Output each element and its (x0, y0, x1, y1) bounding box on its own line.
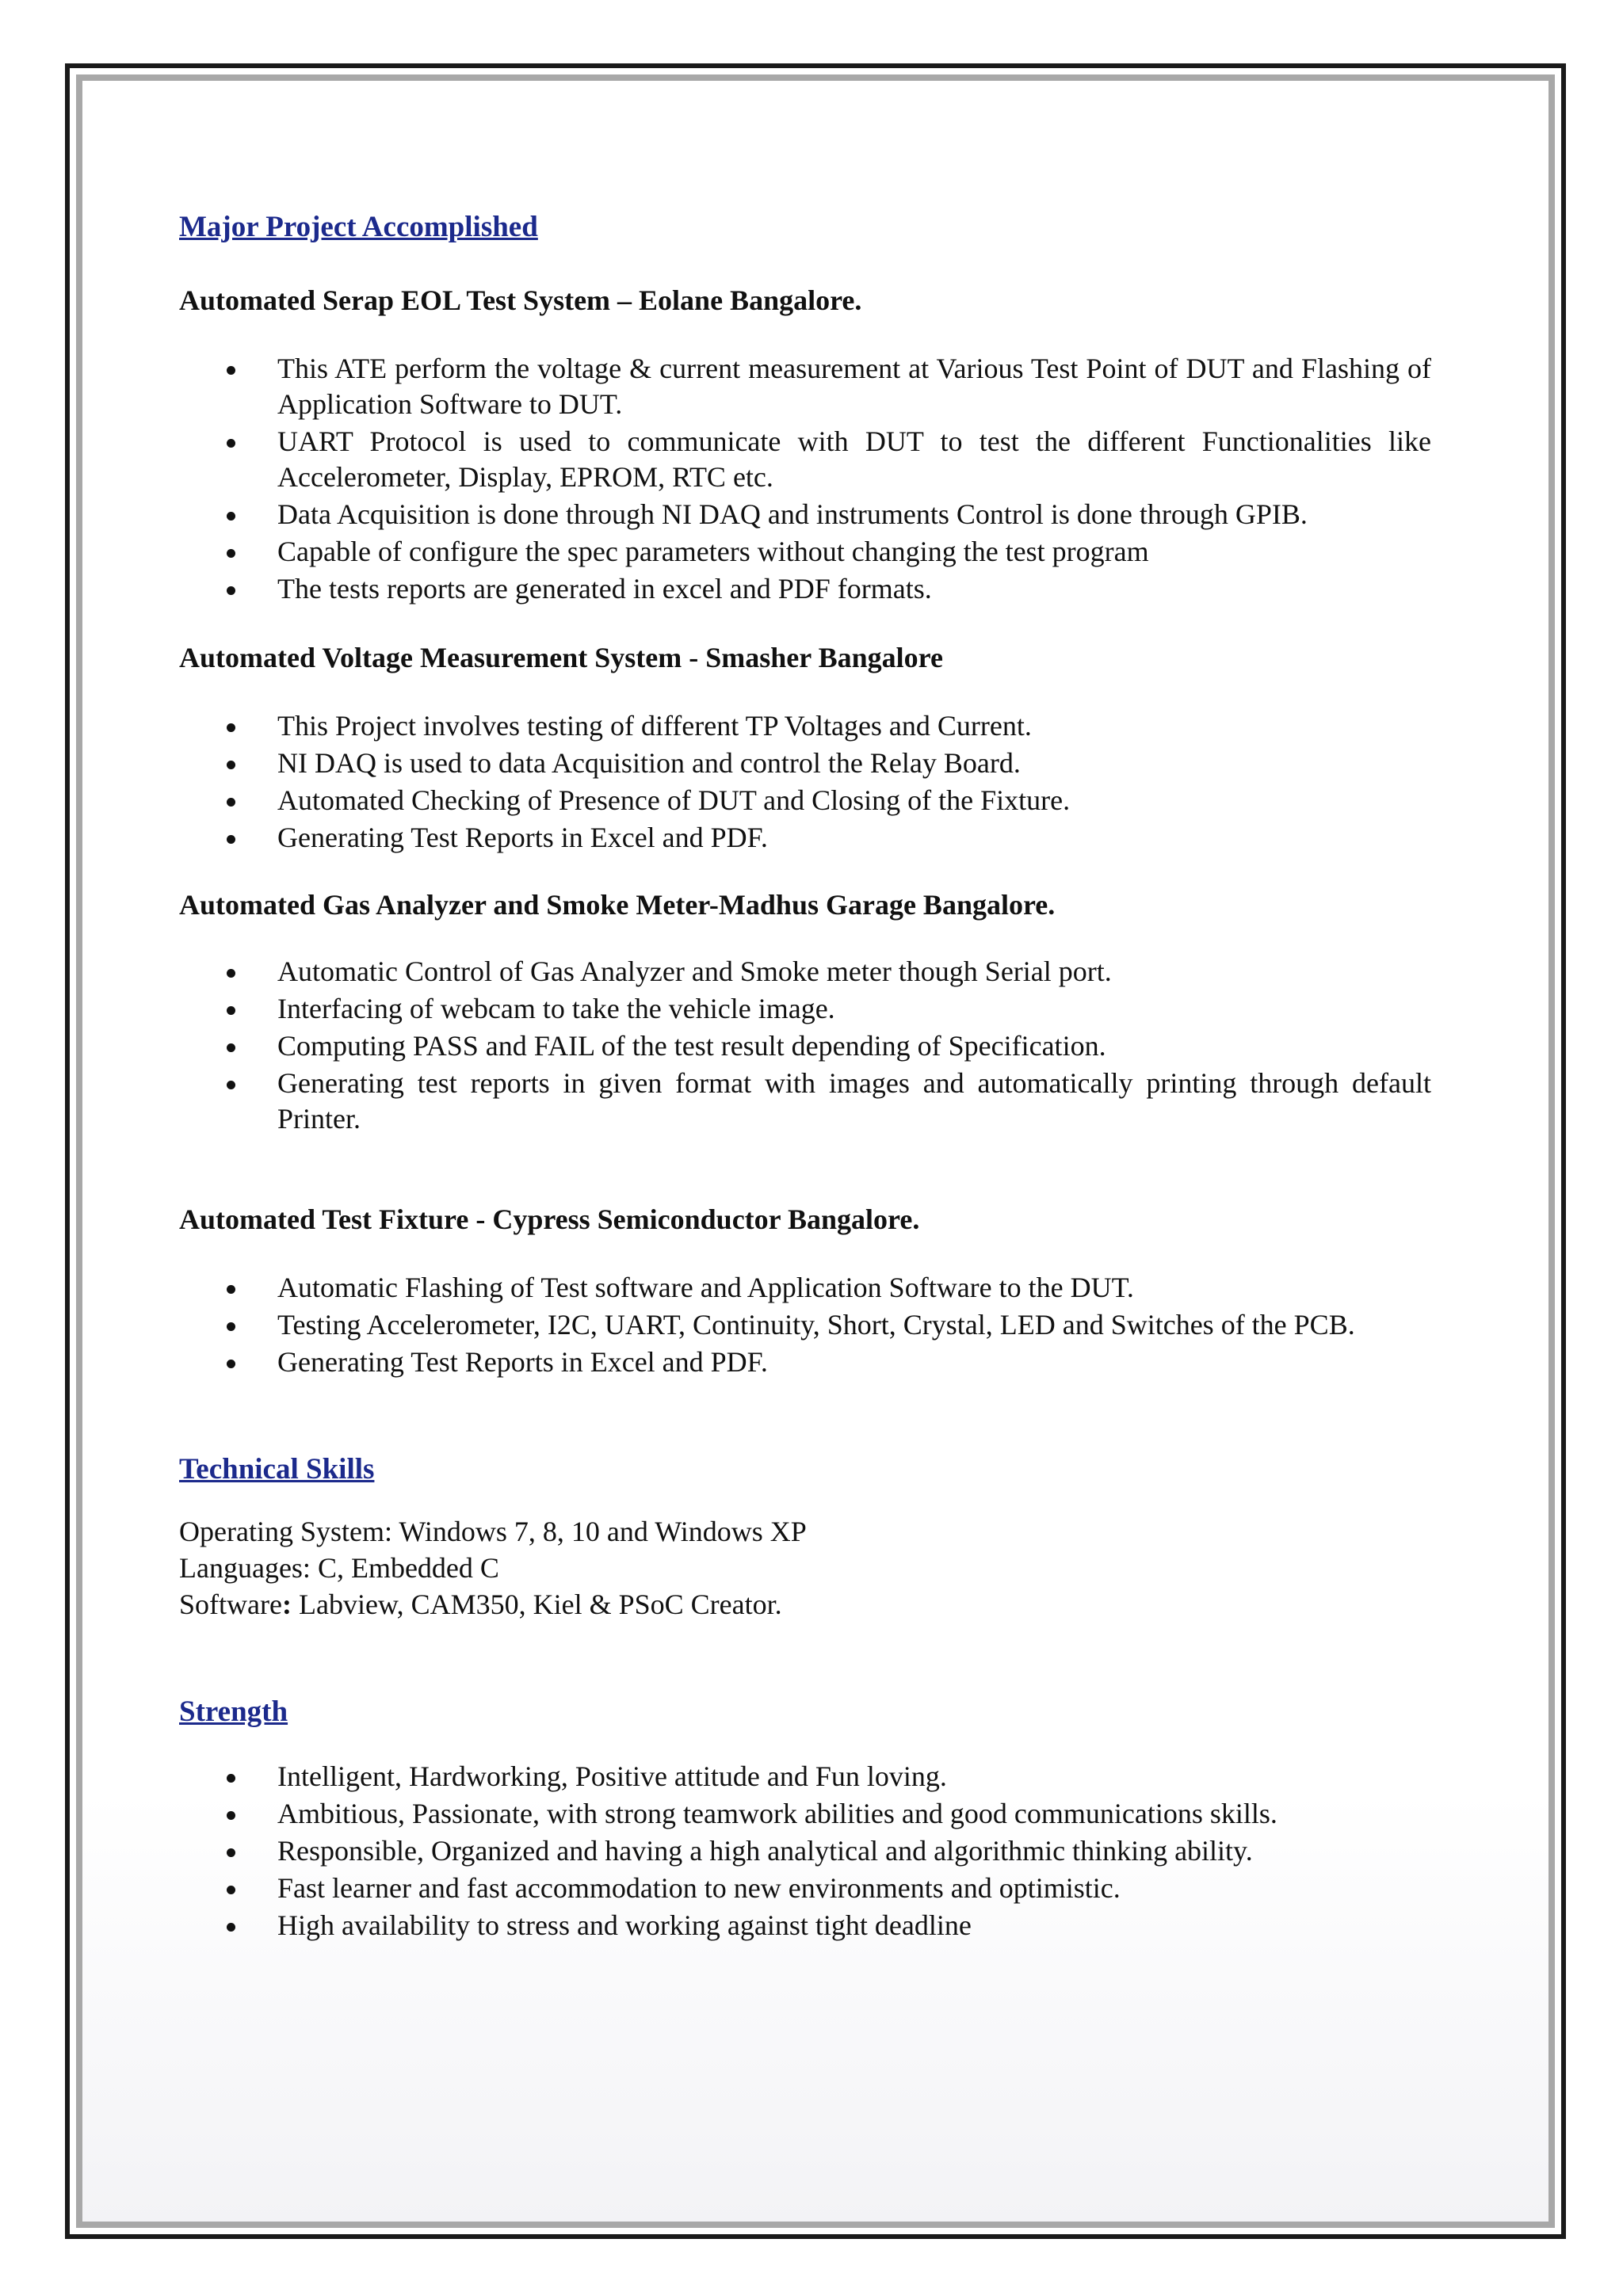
bullet-icon (227, 761, 235, 769)
list-item: Automated Checking of Presence of DUT and Closing of the Fixture. (179, 783, 1431, 818)
section-heading-strength: Strength (179, 1695, 288, 1728)
project-title-2: Automated Voltage Measurement System - Smasher Bangalore (179, 642, 943, 673)
project-3-bullets (179, 954, 1431, 1137)
list-item: UART Protocol is used to communicate with DUT to test the different Functionalities like Accelerometer, Display, EPROM, RTC etc. (179, 424, 1431, 495)
bullet-icon (227, 1081, 235, 1089)
bullet-icon (227, 512, 235, 521)
section-heading-skills: Technical Skills (179, 1453, 375, 1486)
bullet-icon (227, 439, 235, 448)
project-title-3: Automated Gas Analyzer and Smoke Meter-Madhus Garage Bangalore. (179, 889, 1056, 921)
bullet-icon (227, 723, 235, 732)
list-item: Automatic Control of Gas Analyzer and Smoke meter though Serial port. (179, 954, 1431, 990)
bullet-icon (227, 366, 235, 375)
bullet-icon (227, 1886, 235, 1894)
bullet-icon (227, 1360, 235, 1368)
bullet-icon (227, 1043, 235, 1052)
skills-block (179, 1513, 1431, 1623)
list-item: Computing PASS and FAIL of the test result depending of Specification. (179, 1028, 1431, 1064)
list-item: High availability to stress and working against tight deadline (179, 1908, 1431, 1943)
skill-os: Operating System: Windows 7, 8, 10 and Windows XP (179, 1516, 807, 1547)
project-4-bullets (179, 1270, 1431, 1380)
project-title-4: Automated Test Fixture - Cypress Semiconductor Bangalore. (179, 1203, 920, 1235)
bullet-icon (227, 1322, 235, 1331)
list-item: Fast learner and fast accommodation to new environments and optimistic. (179, 1871, 1431, 1906)
section-heading-projects: Major Project Accomplished (179, 211, 538, 243)
list-item: Interfacing of webcam to take the vehicle image. (179, 991, 1431, 1027)
skill-software: Software: Labview, CAM350, Kiel & PSoC Creator. (179, 1589, 782, 1620)
list-item: Automatic Flashing of Test software and Application Software to the DUT. (179, 1270, 1431, 1306)
project-1-bullets (179, 351, 1431, 607)
list-item: This Project involves testing of different TP Voltages and Current. (179, 708, 1431, 744)
list-item: This ATE perform the voltage & current measurement at Various Test Point of DUT and Flashing of Application Software to DUT. (179, 351, 1431, 422)
list-item: Ambitious, Passionate, with strong teamwork abilities and good communications skills. (179, 1796, 1431, 1832)
bullet-icon (227, 1285, 235, 1294)
bullet-icon (227, 1923, 235, 1932)
bullet-icon (227, 1848, 235, 1857)
list-item: NI DAQ is used to data Acquisition and control the Relay Board. (179, 746, 1431, 781)
list-item: Responsible, Organized and having a high analytical and algorithmic thinking ability. (179, 1833, 1431, 1869)
strength-bullets (179, 1759, 1431, 1943)
list-item: Capable of configure the spec parameters without changing the test program (179, 534, 1431, 570)
list-item: Testing Accelerometer, I2C, UART, Continuity, Short, Crystal, LED and Switches of the PCB. (179, 1307, 1431, 1343)
list-item: Generating test reports in given format with images and automatically printing through default Printer. (179, 1066, 1431, 1137)
bullet-icon (227, 1006, 235, 1015)
skill-languages: Languages: C, Embedded C (179, 1552, 499, 1584)
bullet-icon (227, 835, 235, 844)
bullet-icon (227, 1811, 235, 1820)
bullet-icon (227, 549, 235, 558)
list-item: Generating Test Reports in Excel and PDF. (179, 1344, 1431, 1380)
project-title-1: Automated Serap EOL Test System – Eolane Bangalore. (179, 284, 862, 316)
list-item: The tests reports are generated in excel and PDF formats. (179, 571, 1431, 607)
bullet-icon (227, 798, 235, 807)
bullet-icon (227, 1774, 235, 1783)
project-2-bullets (179, 708, 1431, 856)
list-item: Generating Test Reports in Excel and PDF. (179, 820, 1431, 856)
bullet-icon (227, 586, 235, 595)
resume-content (179, 198, 1431, 1945)
list-item: Intelligent, Hardworking, Positive attitude and Fun loving. (179, 1759, 1431, 1794)
list-item: Data Acquisition is done through NI DAQ and instruments Control is done through GPIB. (179, 497, 1431, 532)
bullet-icon (227, 969, 235, 978)
